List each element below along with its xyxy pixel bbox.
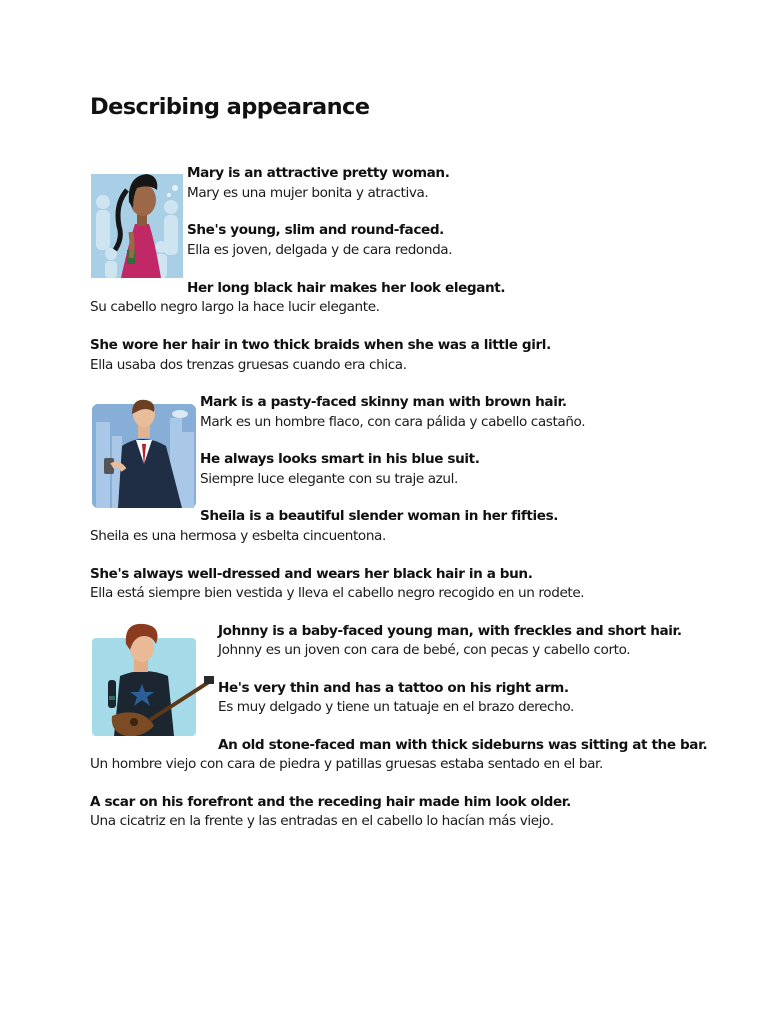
sentence-spanish: Siempre luce elegante con su traje azul. xyxy=(200,471,458,487)
sentence-english: She wore her hair in two thick braids when she was a little girl. xyxy=(90,337,551,353)
sentence-english: Mary is an attractive pretty woman. xyxy=(187,165,450,181)
sentence-english: Her long black hair makes her look elegant. xyxy=(187,280,506,296)
sentence-spanish: Su cabello negro largo la hace lucir elegante. xyxy=(90,299,380,315)
page-title: Describing appearance xyxy=(90,94,370,120)
sentence-english: An old stone-faced man with thick sideburns was sitting at the bar. xyxy=(218,737,708,753)
sentence-spanish: Mark es un hombre flaco, con cara pálida y cabello castaño. xyxy=(200,414,586,430)
sentence-english: He's very thin and has a tattoo on his right arm. xyxy=(218,680,569,696)
woman-with-ponytail-illustration xyxy=(91,162,183,278)
sentence-english: Sheila is a beautiful slender woman in her fifties. xyxy=(200,508,559,524)
sentence-spanish: Mary es una mujer bonita y atractiva. xyxy=(187,185,429,201)
sentence-spanish: Sheila es una hermosa y esbelta cincuentona. xyxy=(90,528,386,544)
sentence-spanish: Johnny es un joven con cara de bebé, con pecas y cabello corto. xyxy=(218,642,631,658)
sentence-english: She's young, slim and round-faced. xyxy=(187,222,444,238)
young-man-with-guitar-illustration xyxy=(92,620,214,736)
businessman-in-suit-illustration xyxy=(92,392,196,508)
sentence-english: She's always well-dressed and wears her black hair in a bun. xyxy=(90,566,533,582)
sentence-english: Mark is a pasty-faced skinny man with brown hair. xyxy=(200,394,567,410)
sentence-spanish: Es muy delgado y tiene un tatuaje en el brazo derecho. xyxy=(218,699,574,715)
sentence-spanish: Ella es joven, delgada y de cara redonda. xyxy=(187,242,453,258)
sentence-spanish: Un hombre viejo con cara de piedra y patillas gruesas estaba sentado en el bar. xyxy=(90,756,603,772)
sentence-spanish: Una cicatriz en la frente y las entradas en el cabello lo hacían más viejo. xyxy=(90,813,554,829)
sentence-english: A scar on his forefront and the receding hair made him look older. xyxy=(90,794,571,810)
sentence-spanish: Ella está siempre bien vestida y lleva el cabello negro recogido en un rodete. xyxy=(90,585,585,601)
sentence-spanish: Ella usaba dos trenzas gruesas cuando era chica. xyxy=(90,357,407,373)
sentence-english: He always looks smart in his blue suit. xyxy=(200,451,480,467)
sentence-english: Johnny is a baby-faced young man, with freckles and short hair. xyxy=(218,623,682,639)
